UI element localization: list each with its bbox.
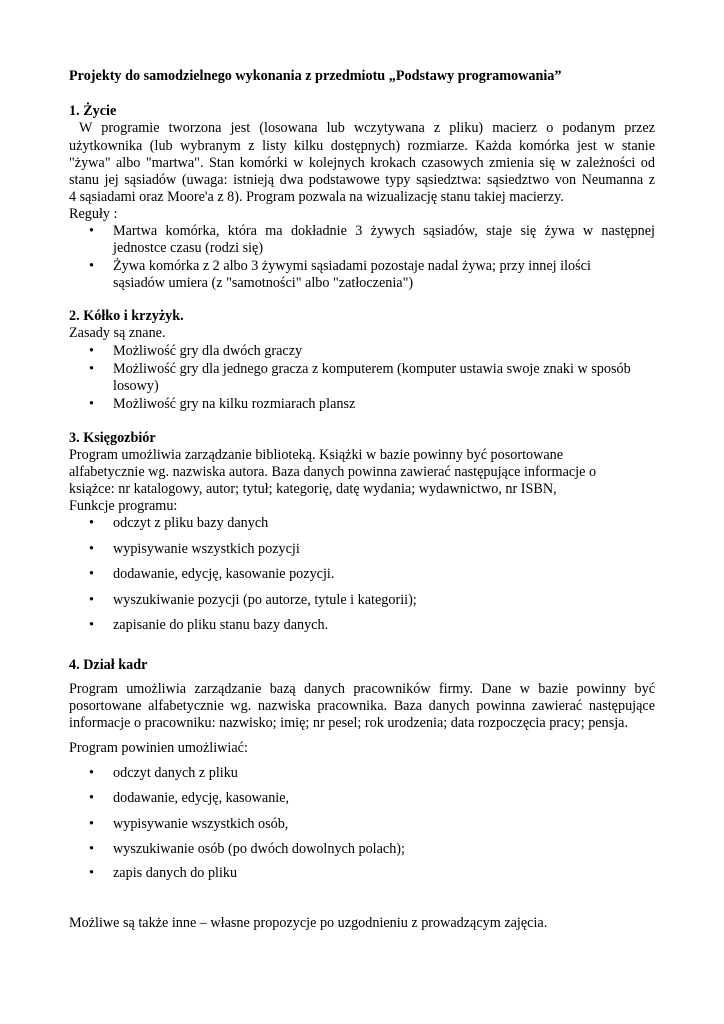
section-4-line-1: Program umożliwia zarządzanie bazą danych pracowników firmy. Dane w bazie powinny być: [69, 681, 655, 697]
section-4-item-1: odczyt danych z pliku: [113, 765, 238, 781]
bullet-icon: •: [89, 566, 94, 582]
section-1-line-1: W programie tworzona jest (losowana lub wczytywana z pliku) macierz o podanym przez: [79, 120, 655, 136]
section-2-item-2-line-1: Możliwość gry dla jednego gracza z komputerem (komputer ustawia swoje znaki w sposób: [113, 361, 631, 377]
section-1-rule-2-line-1: Żywa komórka z 2 albo 3 żywymi sąsiadami pozostaje nadal żywa; przy innej ilości: [113, 258, 591, 274]
section-1-rule-1-line-1: Martwa komórka, która ma dokładnie 3 żywych sąsiadów, staje się żywa w następnej: [113, 223, 655, 239]
section-3-item-2: wypisywanie wszystkich pozycji: [113, 541, 300, 557]
bullet-icon: •: [89, 592, 94, 608]
bullet-icon: •: [89, 541, 94, 557]
section-1-rule-1-line-2: jednostce czasu (rodzi się): [113, 240, 264, 256]
closing-note: Możliwe są także inne – własne propozycje po uzgodnieniu z prowadzącym zajęcia.: [69, 915, 548, 931]
section-3-line-4: Funkcje programu:: [69, 498, 178, 514]
section-1-rule-2-line-2: sąsiadów umiera (z "samotności" albo "zatłoczenia"): [113, 275, 414, 291]
section-4-line-3: informacje o pracowniku: nazwisko; imię; nr pesel; rok urodzenia; data rozpoczęcia pracy; pensja.: [69, 715, 628, 731]
section-2-item-1: Możliwość gry dla dwóch graczy: [113, 343, 303, 359]
section-3-heading: 3. Księgozbiór: [69, 430, 156, 446]
bullet-icon: •: [89, 841, 94, 857]
bullet-icon: •: [89, 361, 94, 377]
section-4-heading: 4. Dział kadr: [69, 657, 148, 673]
section-4-item-2: dodawanie, edycję, kasowanie,: [113, 790, 290, 806]
section-2-item-2-line-2: losowy): [113, 378, 159, 394]
section-1-line-2: użytkownika (lub wybranym z listy kilku dostępnych) rozmiarze. Każda komórka jest w stanie: [69, 138, 655, 154]
section-3-line-2: alfabetycznie wg. nazwiska autora. Baza danych powinna zawierać następujące informacje o: [69, 464, 597, 480]
section-1-rules-label: Reguły :: [69, 206, 118, 222]
bullet-icon: •: [89, 343, 94, 359]
section-3-item-1: odczyt z pliku bazy danych: [113, 515, 269, 531]
section-3-line-3: książce: nr katalogowy, autor; tytuł; kategorię, datę wydania; wydawnictwo, nr ISBN,: [69, 481, 557, 497]
section-1-heading: 1. Życie: [69, 103, 117, 119]
section-3-line-1: Program umożliwia zarządzanie biblioteką. Książki w bazie powinny być posortowane: [69, 447, 564, 463]
bullet-icon: •: [89, 790, 94, 806]
bullet-icon: •: [89, 816, 94, 832]
bullet-icon: •: [89, 396, 94, 412]
bullet-icon: •: [89, 617, 94, 633]
section-3-item-5: zapisanie do pliku stanu bazy danych.: [113, 617, 329, 633]
section-1-line-3: "żywa" albo "martwa". Stan komórki w kolejnych krokach czasowych zmienia się w zależności od: [69, 155, 655, 171]
document-title: Projekty do samodzielnego wykonania z przedmiotu „Podstawy programowania”: [69, 68, 562, 84]
bullet-icon: •: [89, 865, 94, 881]
section-2-heading: 2. Kółko i krzyżyk.: [69, 308, 184, 324]
section-2-intro: Zasady są znane.: [69, 325, 166, 341]
bullet-icon: •: [89, 515, 94, 531]
section-3-item-3: dodawanie, edycję, kasowanie pozycji.: [113, 566, 335, 582]
section-4-item-3: wypisywanie wszystkich osób,: [113, 816, 289, 832]
section-4-line-2: posortowane alfabetycznie wg. nazwiska pracownika. Baza danych powinna zawierać następujące: [69, 698, 655, 714]
section-4-line-4: Program powinien umożliwiać:: [69, 740, 248, 756]
section-3-item-4: wyszukiwanie pozycji (po autorze, tytule i kategorii);: [113, 592, 417, 608]
bullet-icon: •: [89, 258, 94, 274]
bullet-icon: •: [89, 223, 94, 239]
section-4-item-4: wyszukiwanie osób (po dwóch dowolnych polach);: [113, 841, 405, 857]
section-1-line-5: 4 sąsiadami oraz Moore'a z 8). Program pozwala na wizualizację stanu takiej macierzy.: [69, 189, 564, 205]
section-2-item-3: Możliwość gry na kilku rozmiarach plansz: [113, 396, 356, 412]
section-1-line-4: stanu jej sąsiadów (uwaga: istnieją dwa podstawowe typy sąsiedztwa: sąsiedztwo von Neumanna z: [69, 172, 655, 188]
section-4-item-5: zapis danych do pliku: [113, 865, 238, 881]
bullet-icon: •: [89, 765, 94, 781]
